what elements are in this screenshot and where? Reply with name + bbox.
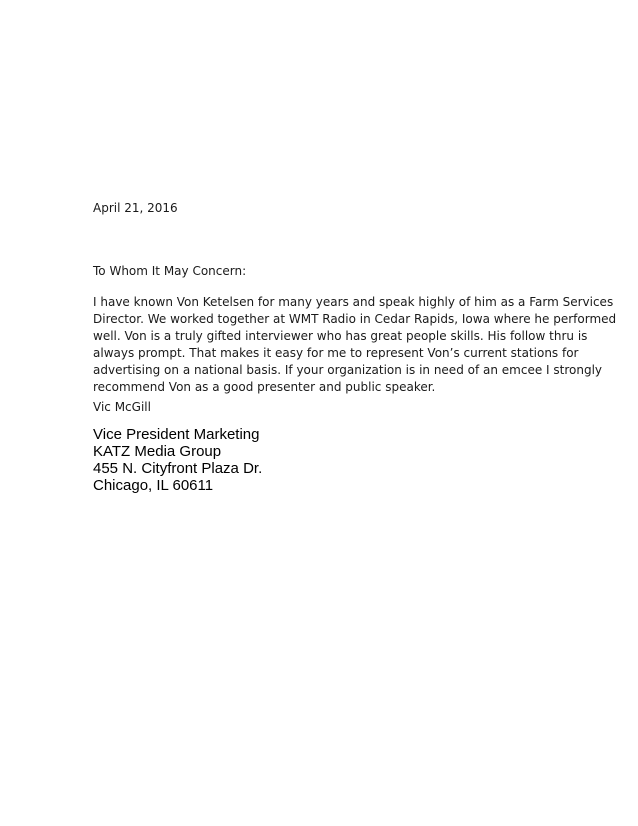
letter-body-paragraph [93, 294, 617, 396]
signer-city-state-zip: Chicago, IL 60611 [93, 477, 214, 494]
body-line: advertising on a national basis. If your organization is in need of an emcee I strongly [93, 363, 603, 377]
signer-name: Vic McGill [93, 400, 151, 414]
letter-date: April 21, 2016 [93, 201, 178, 215]
body-line: recommend Von as a good presenter and public speaker. [93, 380, 436, 394]
signer-title: Vice President Marketing [93, 426, 260, 443]
signer-company: KATZ Media Group [93, 443, 222, 460]
body-line: well. Von is a truly gifted interviewer who has great people skills. His follow thru is [93, 329, 588, 343]
signature-block [93, 426, 262, 494]
signer-street-address: 455 N. Cityfront Plaza Dr. [93, 460, 263, 477]
body-line: always prompt. That makes it easy for me to represent Von’s current stations for [93, 346, 579, 360]
body-line: I have known Von Ketelsen for many years and speak highly of him as a Farm Services [93, 295, 614, 309]
salutation: To Whom It May Concern: [93, 264, 247, 278]
body-line: Director. We worked together at WMT Radio in Cedar Rapids, Iowa where he performed [93, 312, 617, 326]
